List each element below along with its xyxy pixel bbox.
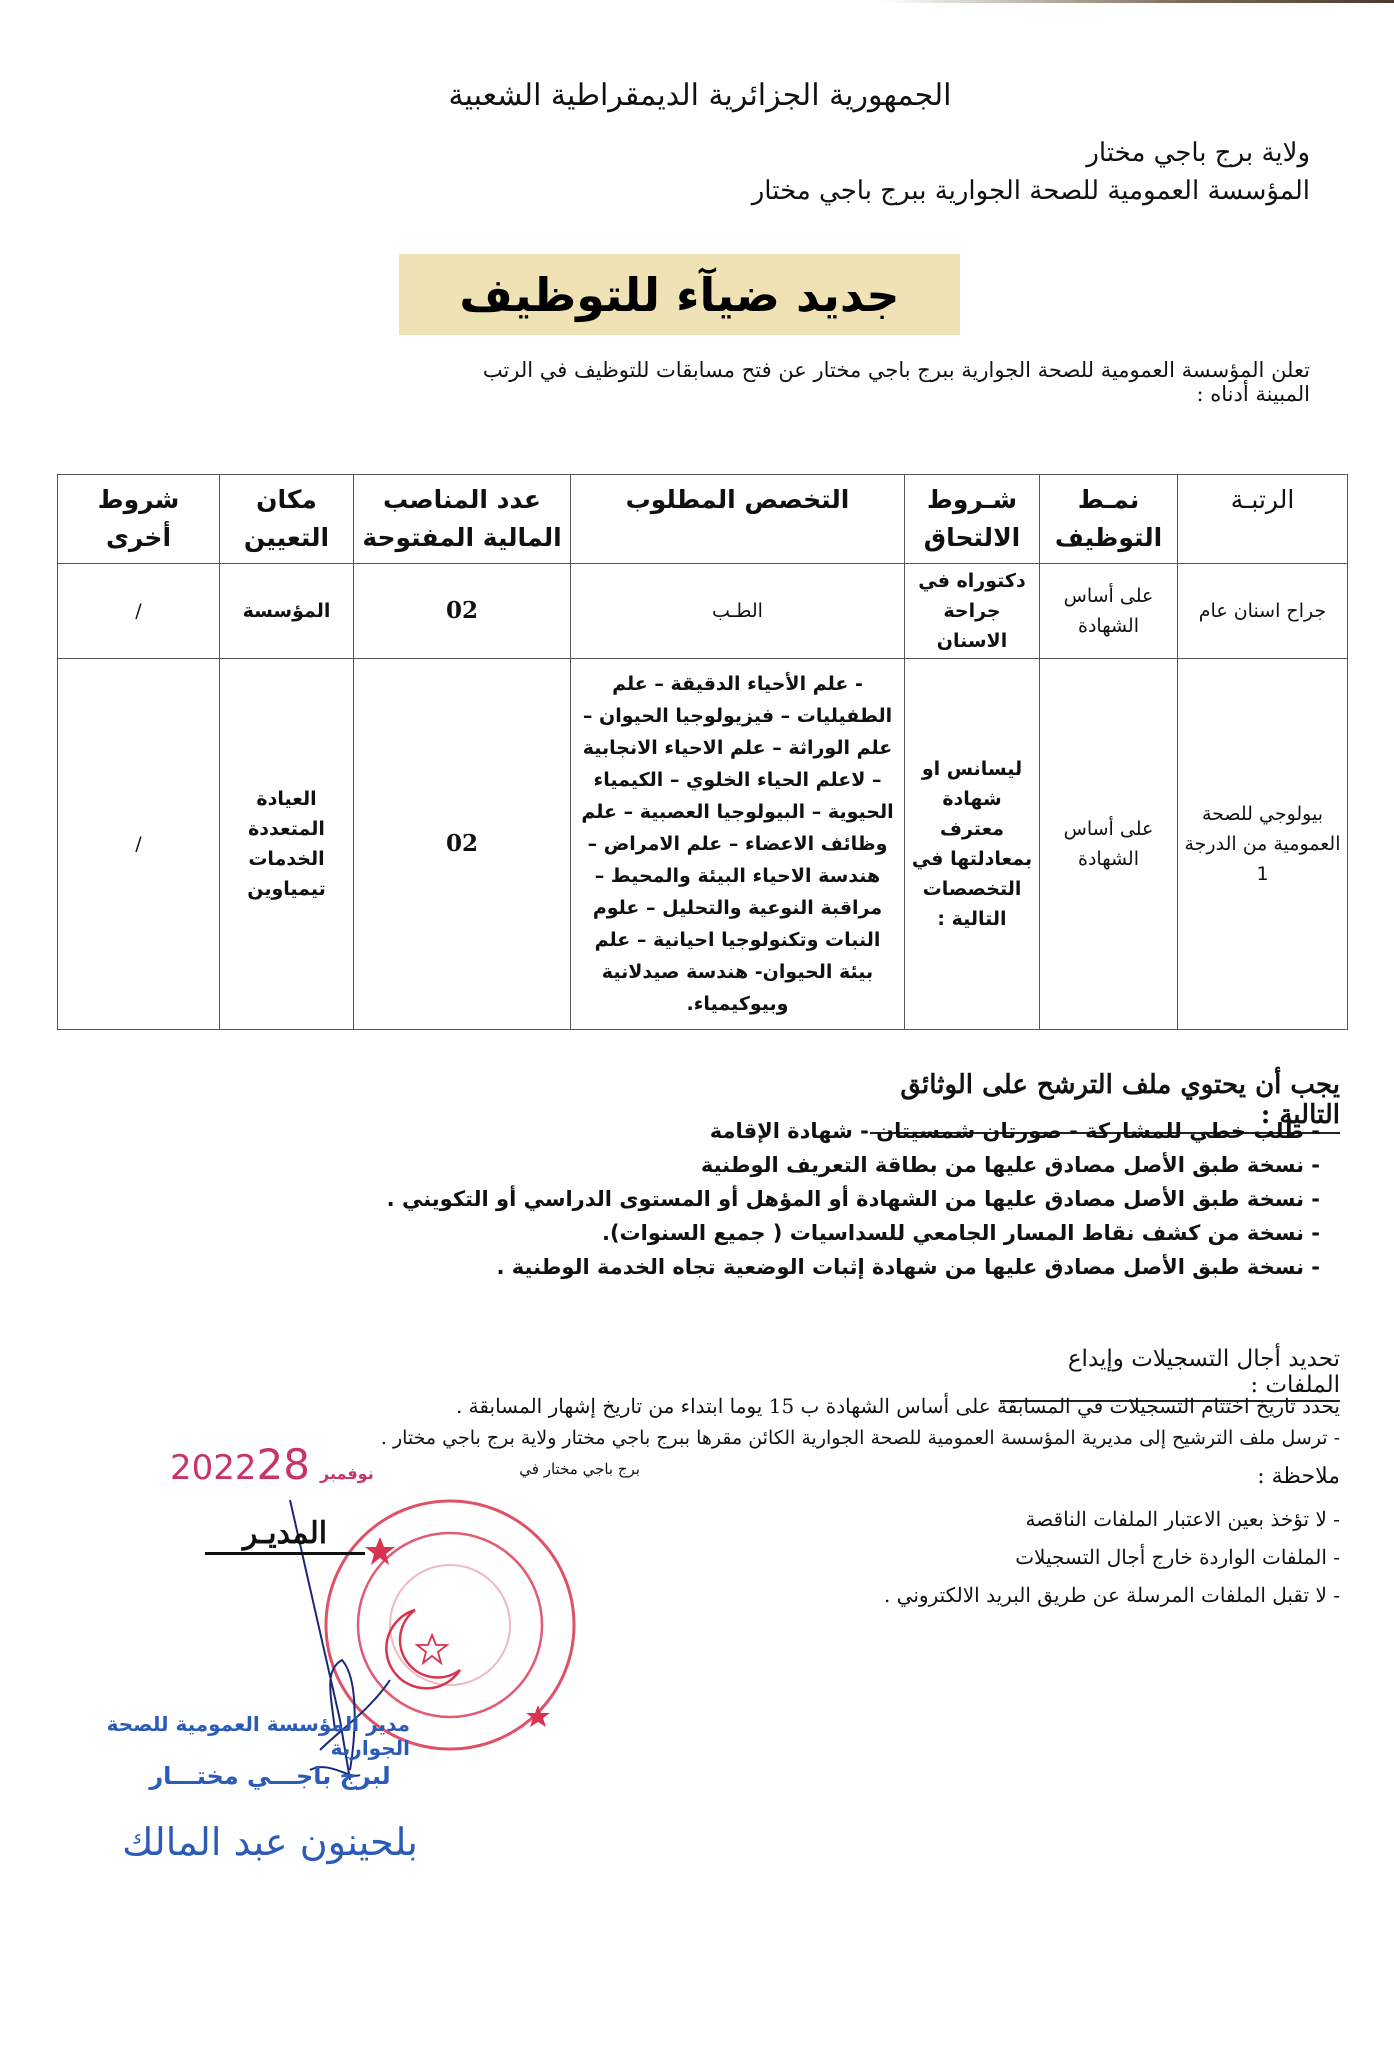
documents-title: يجب أن يحتوي ملف الترشح على الوثائق التالية : [870,1070,1340,1134]
header-other: شروط أخرى [58,475,220,564]
cell-mode: على أساس الشهادة [1040,659,1178,1030]
cell-rank: بيولوجي للصحة العمومية من الدرجة 1 [1178,659,1348,1030]
cell-other: / [58,659,220,1030]
cell-place: العيادة المتعددة الخدمات تيمياوين [220,659,354,1030]
republic-heading: الجمهورية الجزائرية الديمقراطية الشعبية [448,78,952,113]
deadline-text: يحدد تاريخ اختتام التسجيلات في المسابقة على أساس الشهادة ب 15 يوما ابتداء من تاريخ إشهار المسابقة . [455,1394,1340,1418]
intro-paragraph: تعلن المؤسسة العمومية للصحة الجوارية ببرج باجي مختار عن فتح مسابقات للتوظيف في الرتب المبينة أدناه : [482,358,1310,406]
header-specialty: التخصص المطلوب [571,475,905,564]
document-item: - نسخة طبق الأصل مصادق عليها من الشهادة أو المؤهل أو المستوى الدراسي أو التكويني . [386,1187,1320,1211]
note-item: - لا تؤخذ بعين الاعتبار الملفات الناقصة [1025,1507,1340,1531]
watermark-banner [399,254,960,335]
date-year: 2022 [170,1448,257,1488]
table-header-row [58,475,1348,564]
cell-rank: جراح اسنان عام [1178,564,1348,659]
institution-name: المؤسسة العمومية للصحة الجوارية ببرج باجي مختار [751,176,1310,206]
cell-conditions: ليسانس او شهادة معترف بمعادلتها في التخصصات التالية : [905,659,1040,1030]
header-rank: الرتبـة [1178,475,1348,564]
stamp-line-location: لبرج باجـــي مختـــار [149,1762,391,1790]
note-item: - الملفات الواردة خارج أجال التسجيلات [1015,1545,1340,1569]
documents-list [386,1114,1320,1284]
note-item: - لا تقبل الملفات المرسلة عن طريق البريد الالكتروني . [883,1583,1340,1607]
document-item: - نسخة طبق الأصل مصادق عليها من شهادة إثبات الوضعية تجاه الخدمة الوطنية . [496,1255,1320,1279]
header-conditions: شـروط الالتحاق [905,475,1040,564]
cell-mode: على أساس الشهادة [1040,564,1178,659]
table-row [58,659,1348,1030]
document-item: - نسخة من كشف نقاط المسار الجامعي للسداسيات ( جميع السنوات). [601,1221,1320,1245]
signatory-name: بلحينون عبد المالك [122,1820,418,1864]
header-place: مكان التعيين [220,475,354,564]
table-row [58,564,1348,659]
cell-other: / [58,564,220,659]
deadline-title: تحديد أجال التسجيلات وإيداع الملفات : [1000,1346,1340,1402]
positions-table [57,474,1348,1030]
cell-specialty: الطـب [571,564,905,659]
stamp-line-institution: مدير المؤسسة العمومية للصحة الجوارية [106,1712,410,1760]
wilaya-name: ولاية برج باجي مختار [1086,138,1310,168]
date-month: نوفمبر [319,1464,374,1483]
notes-title: ملاحظة : [1257,1464,1340,1489]
cell-conditions: دكتوراه في جراحة الاسنان [905,564,1040,659]
cell-posts: 02 [354,564,571,659]
notes-list [700,1500,1340,1614]
date-stamp [170,1442,420,1497]
banner-text: جديد ضيآء للتوظيف [459,267,900,322]
cell-place: المؤسسة [220,564,354,659]
document-item: - طلب خطي للمشاركة - صورتان شمسيتان - شهادة الإقامة [709,1119,1320,1143]
document-item: - نسخة طبق الأصل مصادق عليها من بطاقة التعريف الوطنية [700,1153,1320,1177]
director-title: المديـر [205,1516,365,1555]
date-day: 28 [256,1440,310,1489]
scan-edge [880,0,1394,3]
header-mode: نمـط التوظيف [1040,475,1178,564]
submission-text: - ترسل ملف الترشيح إلى مديرية المؤسسة العمومية للصحة الجوارية الكائن مقرها ببرج باجي مختار ولاية برج باجي مختار . [380,1427,1340,1449]
cell-posts: 02 [354,659,571,1030]
cell-specialty: - علم الأحياء الدقيقة – علم الطفيليات – فيزيولوجيا الحيوان – علم الوراثة – علم الاحياء الانجابية – لاعلم الحياء الخلوي – الكيمياء الحيوية – البيولوجيا العصبية – علم وظائف الاعضاء – علم الامراض – هندسة الاحياء البيئة والمحيط – مراقبة النوعية والتحليل – علوم النبات وتكنولوجيا احيانية – علم بيئة الحيوان- هندسة صيدلانية وبيوكيمياء. [571,659,905,1030]
place-line: برج باجي مختار في [519,1460,640,1478]
header-posts: عدد المناصب المالية المفتوحة [354,475,571,564]
